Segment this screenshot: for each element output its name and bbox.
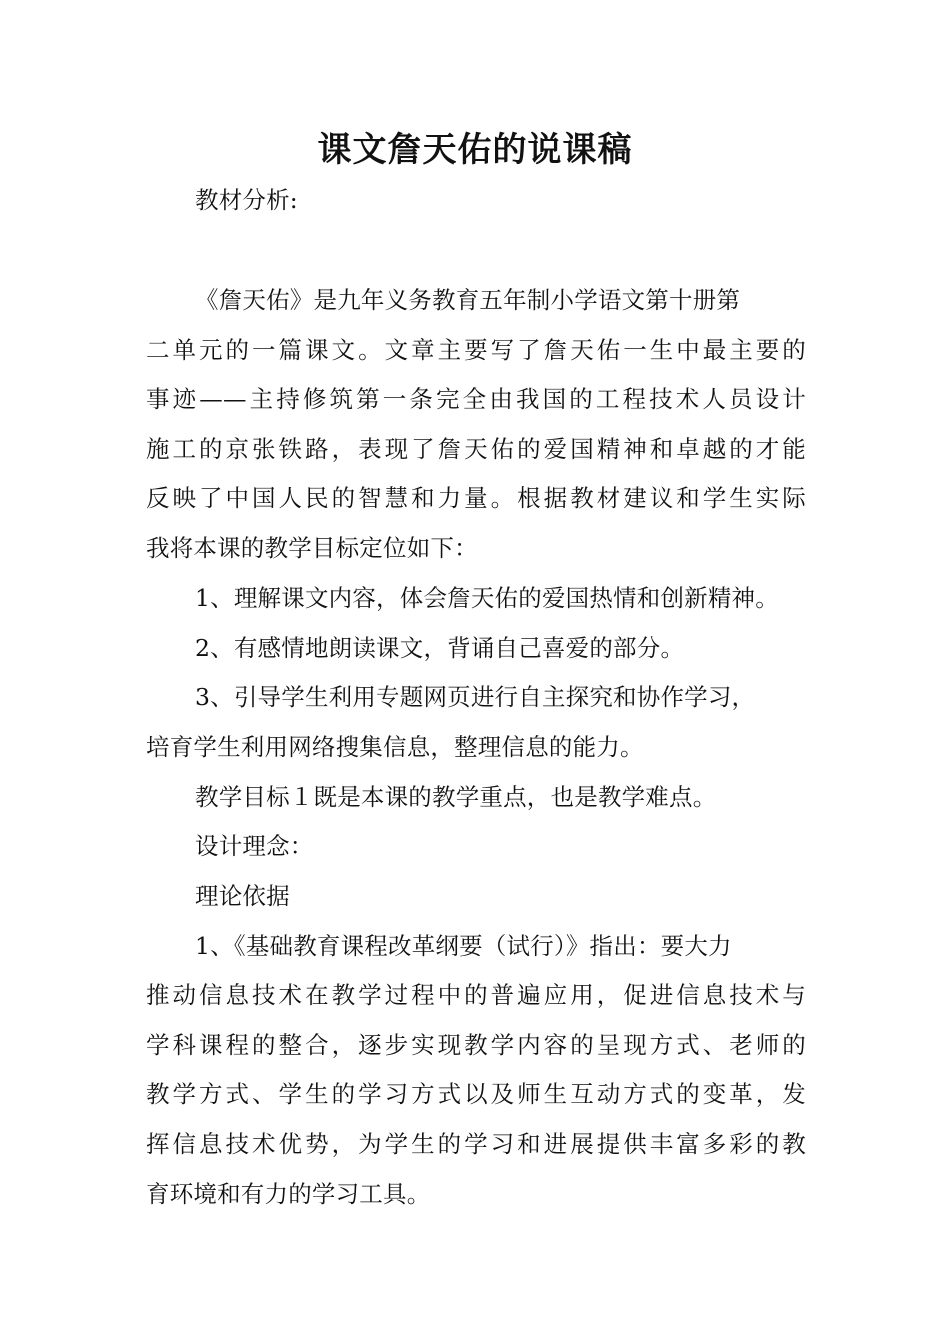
document-title: 课文詹天佑的说课稿 — [317, 130, 633, 170]
heading-theory-basis: 理论依据 — [195, 882, 290, 910]
theory-line-6: 育环境和有力的学习工具。 — [146, 1180, 431, 1208]
objective-note: 教学目标１既是本课的教学重点，也是教学难点。 — [195, 783, 717, 811]
theory-line-4: 教学方式、学生的学习方式以及师生互动方式的变革，发 — [146, 1080, 806, 1108]
paragraph-line-2: 二单元的一篇课文。文章主要写了詹天佑一生中最主要的 — [146, 336, 806, 364]
objective-3-line-1: 3、引导学生利用专题网页进行自主探究和协作学习， — [195, 683, 756, 711]
theory-line-1: 1、《基础教育课程改革纲要（试行）》指出：要大力 — [195, 932, 732, 960]
paragraph-line-3: 事迹——主持修筑第一条完全由我国的工程技术人员设计 — [146, 385, 806, 413]
heading-design-concept: 设计理念： — [195, 832, 314, 860]
paragraph-line-4: 施工的京张铁路，表现了詹天佑的爱国精神和卓越的才能 — [146, 435, 806, 463]
objective-3-line-2: 培育学生利用网络搜集信息，整理信息的能力。 — [146, 733, 644, 761]
heading-textbook-analysis: 教材分析: — [195, 186, 298, 214]
paragraph-line-5: 反映了中国人民的智慧和力量。根据教材建议和学生实际 — [146, 484, 806, 512]
theory-line-5: 挥信息技术优势，为学生的学习和进展提供丰富多彩的教 — [146, 1130, 806, 1158]
theory-line-3: 学科课程的整合，逐步实现教学内容的呈现方式、老师的 — [146, 1031, 806, 1059]
paragraph-line-1: 《詹天佑》是九年义务教育五年制小学语文第十册第 — [195, 286, 741, 314]
objective-1: 1、理解课文内容，体会詹天佑的爱国热情和创新精神。 — [195, 584, 779, 612]
paragraph-line-6: 我将本课的教学目标定位如下： — [146, 534, 478, 562]
theory-line-2: 推动信息技术在教学过程中的普遍应用，促进信息技术与 — [146, 981, 806, 1009]
objective-2: 2、有感情地朗读课文，背诵自己喜爱的部分。 — [195, 634, 685, 662]
